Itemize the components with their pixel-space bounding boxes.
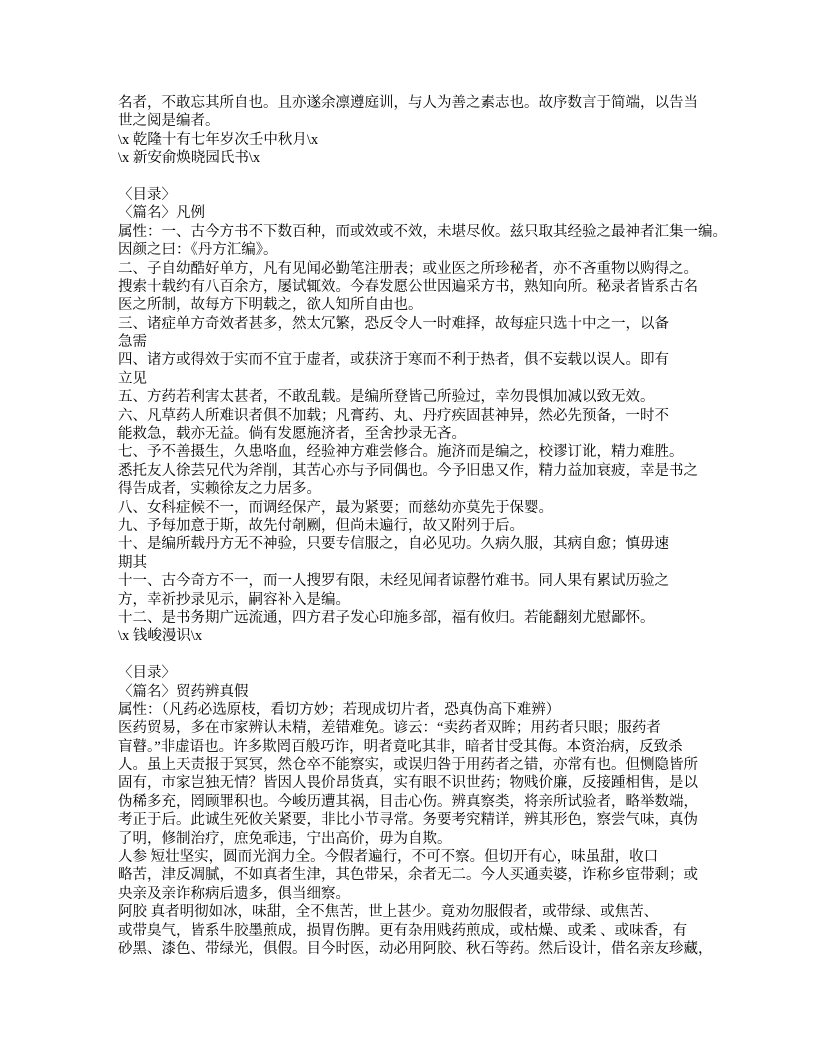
text-line: 〈篇名〉凡例 [118,205,205,222]
text-line: 央亲及亲诈称病后遗多，俱当细察。 [118,885,350,902]
text-line: 医药贸易，多在市家辨认未精，差错难免。谚云：“卖药者双眸；用药者只眼；服药者 [118,720,661,737]
text-line: 九、予每加意于斯，故先付剞劂，但尚未遍行，故又附列于后。 [118,517,524,534]
text-line: 十一、古今奇方不一，而一人搜罗有限，未经见闻者谅罄竹难书。同人果有累试历验之 [118,573,669,590]
text-line: 或带臭气，皆系牛胶墨煎成，损胃伤脾。更有杂用贱药煎成，或枯燥、或柔 、或味香，有 [118,922,688,939]
text-line: 属性：（凡药必选原枝，看切方妙；若现成切片者，恐真伪高下难辨） [118,701,561,718]
text-line: 二、子自幼酷好单方，凡有见闻必勤笔注册表；或业医之所珍秘者，亦不吝重物以购得之。 [118,260,698,277]
text-line: 了明，修制治疗，庶免乖违，宁出高价，毋为自欺。 [118,830,452,847]
text-line: 悉托友人徐芸兄代为斧削，其苦心亦与予同偶也。今予旧患又作，精力益加衰疲，幸是书之 [118,462,698,479]
text-line: 八、女科症候不一，而调经保产，最为紧要；而慈幼亦莫先于保婴。 [118,499,553,516]
text-line: \x 乾隆十有七年岁次壬中秋月\x [118,131,319,148]
text-line [118,646,758,664]
text-line: 四、诸方或得效于实而不宜于虚者，或获济于寒而不利于热者，俱不妄载以误人。即有 [118,352,669,369]
text-line: 十二、是书务期广远流通，四方君子发心印施多部，福有攸归。若能翻刻尤慰鄙怀。 [118,609,655,626]
text-line: \x 钱峻漫识\x [118,628,203,645]
text-line: 〈篇名〉贸药辨真假 [118,683,249,700]
text-line: 得告成者，实赖徐友之力居多。 [118,481,321,498]
text-line: 阿胶 真者明彻如冰，味甜，全不焦苦，世上甚少。竟劝勿服假者，或带绿、或焦苦、 [118,904,659,921]
text-line: 五、方药若利害太甚者，不敢乱载。是编所登皆己所验过，幸勿畏惧加减以致无效。 [118,389,655,406]
text-line: 搜索十载约有八百余方，屡试辄效。今春发愿公世因遍采方书，熟知向所。秘录者皆系古名 [118,278,698,295]
text-line: 世之阅是编者。 [118,113,220,130]
text-line: 伪稀多充，罔顾罪积也。今峻历遭其祸，目击心伤。辨真察类，将亲所试验者，略举数端， [118,793,698,810]
text-line: 略苦，津反凋腻，不如真者生津，其色带呆，余者无二。今人买通卖婆，诈称乡宦带剩；或 [118,867,698,884]
text-line: 立见 [118,370,147,387]
text-line: 固有，市家岂独无情？皆因人畏价昂货真，实有眼不识世药；物贱价廉，反接踵相售，是以 [118,775,698,792]
text-line: 盲瞽。”非虚语也。许多欺罔百般巧诈，明者竟叱其非，暗者甘受其侮。本资治病，反致杀 [118,738,683,755]
text-line [118,168,758,186]
document-text-block [118,94,758,958]
text-line: 考正于后。此诚生死攸关紧要，非比小节寻常。务要考究精详，辨其形色，察尝气味，真伪 [118,812,698,829]
text-line: 人。虽上天责报于冥冥，然仓卒不能察实，或误归咎于用药者之错，亦常有也。但恻隐皆所 [118,757,698,774]
text-line: 因颜之曰：《丹方汇编》。 [118,242,278,259]
text-line: \x 新安俞焕晓园氏书\x [118,150,261,167]
text-line: 砂黑、漆色、带绿光，俱假。目今时医，动必用阿胶、秋石等药。然后设计，借名亲友珍藏， [118,940,713,957]
text-line: 七、予不善摄生，久患咯血，经验神方难尝修合。施济而是编之，校谬订讹，精力难胜。 [118,444,684,461]
text-line: 十、是编所载丹方无不神验，只要专信服之，自必见功。久病久服，其病自愈；慎毋速 [118,536,669,553]
text-line: 名者，不敢忘其所自也。且亦遂余凛遵庭训，与人为善之素志也。故序数言于简端，以告当 [118,95,698,111]
text-line: 医之所制，故每方下明载之，欲人知所自由也。 [118,297,423,314]
text-line: 方，幸祈抄录见示，嗣容补入是编。 [118,591,350,608]
text-line: 〈目录〉 [118,186,176,203]
text-line: 六、凡草药人所难识者俱不加载；凡膏药、丸、丹疗疾固甚神异，然必先预备，一时不 [118,407,669,424]
text-line: 人参 短壮坚实，圆而光润力全。今假者遍行，不可不察。但切开有心，味虽甜，收口 [118,849,659,866]
text-line: 期其 [118,554,147,571]
text-line: 三、诸症单方奇效者甚多，然太冗繁，恐反令人一时难择，故每症只选十中之一，以备 [118,315,669,332]
text-line: 属性：一、古今方书不下数百种，而或效或不效，未堪尽攸。兹只取其经验之最神者汇集一编。 [118,223,727,240]
text-line: 能救急，载亦无益。倘有发愿施济者，至舍抄录无吝。 [118,426,466,443]
text-line: 〈目录〉 [118,665,176,682]
text-line: 急需 [118,334,147,351]
